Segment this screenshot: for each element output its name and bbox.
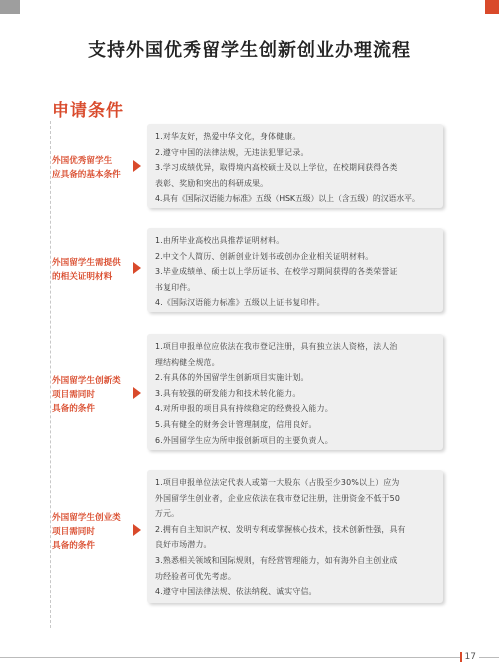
list-item: 6.外国留学生应为所申报创新项目的主要负责人。 [155, 435, 333, 445]
condition-box [147, 228, 443, 312]
condition-box [147, 124, 443, 208]
list-item: 2.有具体的外国留学生创新项目实施计划。 [155, 373, 309, 383]
list-item: 2.中文个人简历、创新创业计划书或创办企业相关证明材料。 [155, 251, 374, 261]
arrow-icon [133, 524, 141, 536]
list-item: 良好市场潜力。 [155, 540, 212, 550]
list-item: 3.毕业成绩单、硕士以上学历证书、在校学习期间获得的各类荣誉证 [155, 267, 398, 277]
section-title: 申请条件 [52, 101, 124, 121]
section-label: 外国留学生创新类 项目需同时 具备的条件 [52, 376, 121, 414]
list-item: 万元。 [155, 509, 180, 519]
list-item: 5.具有健全的财务会计管理制度，信用良好。 [155, 419, 317, 429]
list-item: 功经验者可优先考虑。 [155, 571, 236, 581]
list-item: 1.项目申报单位应依法在我市登记注册，具有独立法人资格，法人治 [155, 342, 398, 351]
list-item: 2.遵守中国的法律法规，无违法犯罪记录。 [155, 147, 309, 157]
list-item: 4.具有《国际汉语能力标准》五级（HSK五级）以上（含五级）的汉语水平。 [155, 194, 420, 204]
corner-decoration-right [485, 0, 499, 14]
list-item: 1.由所毕业高校出具推荐证明材料。 [155, 236, 285, 245]
page-title: 支持外国优秀留学生创新创业办理流程 [88, 40, 411, 61]
list-item: 理结构健全规范。 [155, 357, 220, 367]
list-item: 4.遵守中国法律法规、依法纳税、诚实守信。 [155, 587, 317, 597]
list-item: 外国留学生创业者，企业应依法在我市登记注册，注册资金不低于50 [155, 493, 401, 503]
list-item: 3.学习成绩优异，取得境内高校硕士及以上学位，在校期间获得各类 [155, 163, 398, 173]
list-item: 4.对所申报的项目具有持续稳定的经费投入能力。 [155, 404, 333, 414]
list-item: 4.《国际汉语能力标准》五级以上证书复印件。 [155, 298, 325, 308]
list-item: 3.熟悉相关领域和国际规则，有经营管理能力，如有海外自主创业成 [155, 555, 398, 565]
condition-box [147, 334, 443, 450]
arrow-icon [133, 387, 141, 399]
condition-box [147, 470, 443, 603]
list-item: 表彰、奖励和突出的科研成果。 [155, 178, 269, 188]
section-label: 外国留学生需提供 的相关证明材料 [52, 258, 121, 282]
arrow-icon [133, 262, 141, 274]
list-item: 1.对华友好，热爱中华文化，身体健康。 [155, 132, 301, 141]
page-number: 17 [460, 652, 479, 662]
list-item: 3.具有较强的研发能力和技术转化能力。 [155, 388, 301, 398]
list-item: 1.项目申报单位法定代表人或第一大股东（占股至少30%以上）应为 [155, 478, 400, 487]
section-label: 外国优秀留学生 应具备的基本条件 [52, 156, 121, 180]
corner-decoration-left [0, 0, 20, 14]
list-item: 书复印件。 [155, 282, 196, 292]
section-label: 外国留学生创业类 项目需同时 具备的条件 [52, 513, 121, 551]
arrow-icon [133, 160, 141, 172]
list-item: 2.拥有自主知识产权、发明专利或掌握核心技术，技术创新性强，具有 [155, 524, 406, 534]
footer-divider [0, 657, 499, 658]
